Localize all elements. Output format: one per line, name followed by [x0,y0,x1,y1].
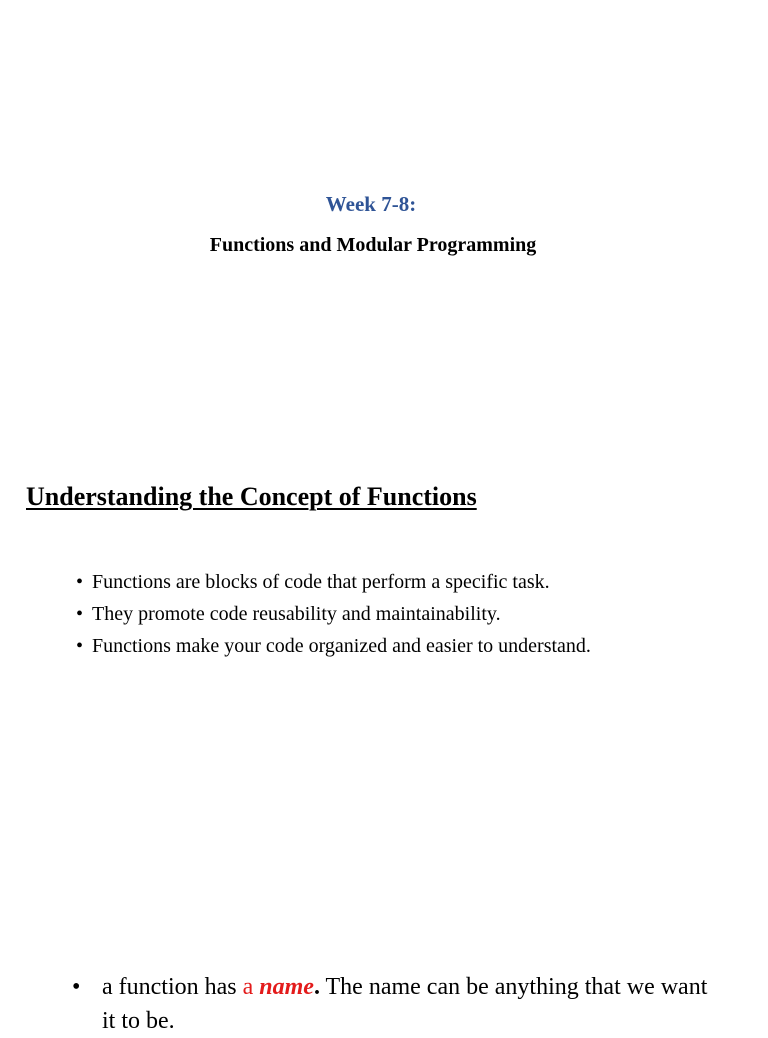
definition-text [102,970,712,1038]
definition-period: . [313,974,320,1000]
list-item-text: Functions are blocks of code that perform a specific task. [92,571,550,593]
bullet-icon: • [72,974,81,1000]
section-heading: Understanding the Concept of Functions [26,482,477,511]
bullet-list [76,566,591,662]
week-title: Week 7-8: [325,192,417,216]
bullet-icon: • [76,603,84,625]
list-item [76,566,591,598]
highlight-article: a [242,974,260,1000]
list-item [76,598,591,630]
document-subtitle: Functions and Modular Programming [209,234,537,256]
definition-item [72,970,712,1038]
list-item-text: Functions make your code organized and easier to understand. [92,635,591,657]
list-item-text: They promote code reusability and maintainability. [92,603,501,625]
bullet-icon: • [76,571,84,593]
definition-rest: The name can be anything that we want it to be. [102,974,708,1034]
definition-lead: a function has [102,974,243,1000]
bullet-icon: • [76,635,84,657]
list-item [76,630,591,662]
highlight-name: name [259,974,314,1000]
